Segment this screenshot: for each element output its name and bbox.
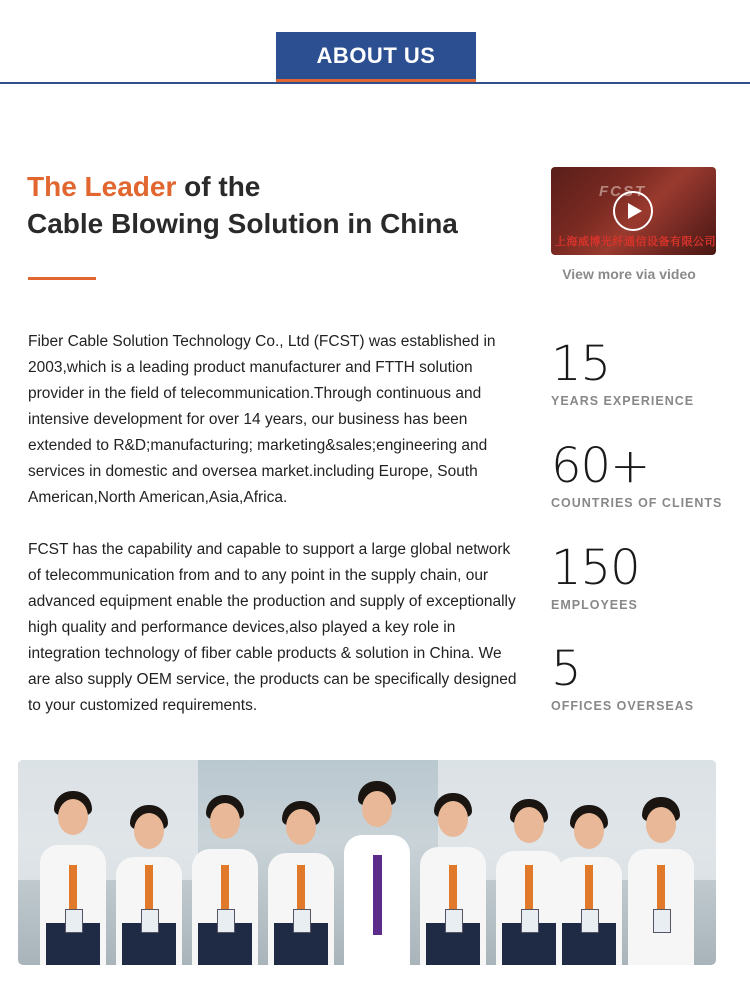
play-button[interactable] <box>613 191 653 231</box>
page-headline <box>27 168 458 242</box>
team-member <box>36 777 110 965</box>
video-thumb-logo: FCST <box>599 183 647 200</box>
headline-line1-rest: of the <box>176 171 261 202</box>
stat-years-experience <box>551 338 741 408</box>
headline-accent: The Leader <box>27 171 177 202</box>
headline-line2: Cable Blowing Solution in China <box>27 208 458 239</box>
section-title: ABOUT US <box>316 42 436 68</box>
stat-label: YEARS EXPERIENCE <box>551 394 695 408</box>
stat-employees <box>551 542 741 612</box>
team-member <box>340 769 414 965</box>
play-icon <box>628 203 642 219</box>
stat-value: 5 <box>551 641 581 697</box>
team-photo <box>18 760 716 965</box>
team-member <box>416 781 490 965</box>
intro-paragraph-1: Fiber Cable Solution Technology Co., Ltd (FCST) was established in 2003,which is a leading product manufacturer and FTTH solution provider in the field of telecommunication.Through continuous and intensive development for over 14 years, our business has been extended to R&D;manufacturing; marketing&sales;engineering and services in domestic and oversea market.including Europe, South American,North American,Asia,Africa. <box>28 333 496 506</box>
stat-countries <box>551 440 741 510</box>
header-divider-line <box>0 82 750 84</box>
section-title-badge <box>276 32 476 82</box>
team-member <box>264 789 338 965</box>
stat-offices <box>551 643 741 713</box>
stat-label: EMPLOYEES <box>551 598 638 612</box>
team-member <box>188 783 262 965</box>
headline-underline <box>28 277 96 280</box>
team-member <box>112 795 186 965</box>
team-member <box>552 795 626 965</box>
stat-label: OFFICES OVERSEAS <box>551 699 695 713</box>
video-thumb-company-name: 上海威博光纤通信设备有限公司 <box>555 235 716 248</box>
video-caption-link[interactable]: View more via video <box>562 266 696 282</box>
stat-value: 15 <box>551 336 611 392</box>
stat-label: COUNTRIES OF CLIENTS <box>551 496 723 510</box>
intro-paragraph-2: FCST has the capability and capable to support a large global network of telecommunication from and to any point in the supply chain, our advanced equipment enable the production and supply of exceptionally high quality and performance devices,also played a key role in integration technology of fiber cable products & solution in China. We are also supply OEM service, the products can be specifically designed to your customized requirements. <box>28 541 517 714</box>
stat-value: 150 <box>551 540 640 596</box>
stat-value: 60+ <box>551 438 650 494</box>
team-member <box>624 789 698 965</box>
